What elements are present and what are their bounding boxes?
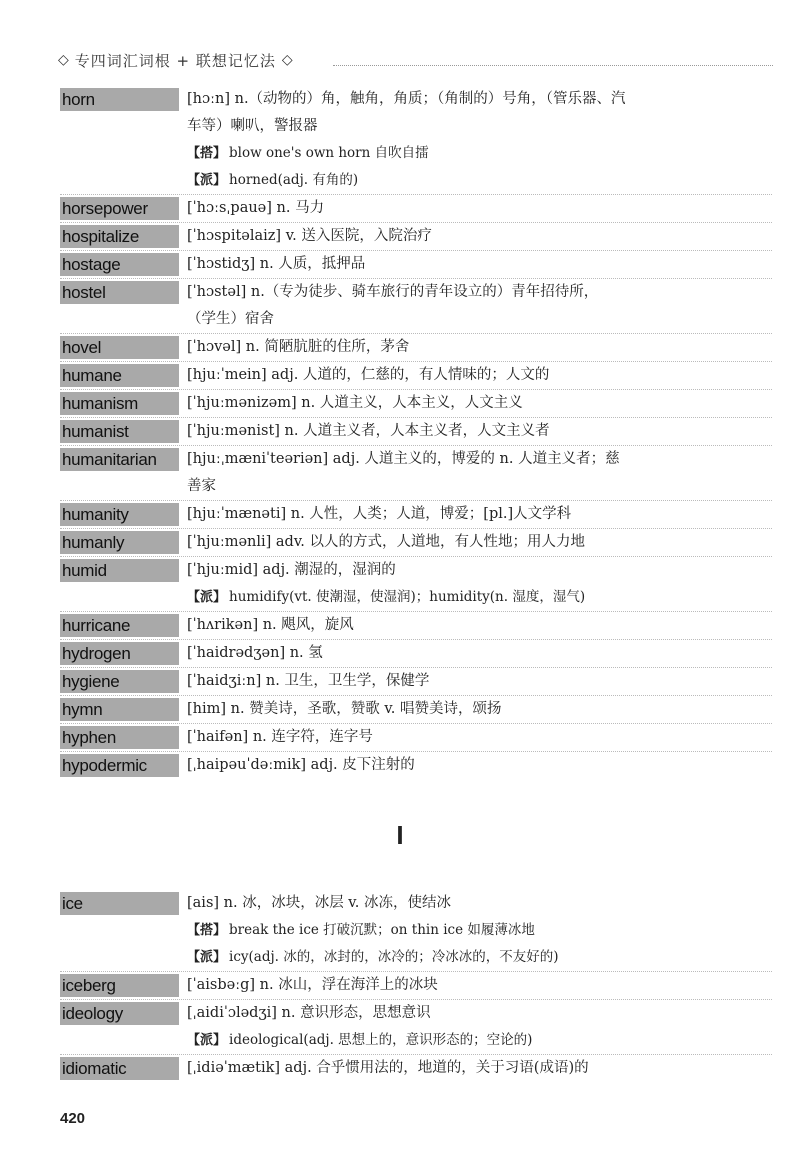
note-text: ideological(adj. 思想上的，意识形态的；空论的)	[229, 1032, 533, 1048]
sub-note	[187, 944, 772, 971]
dictionary-entry	[60, 695, 772, 723]
dictionary-entry	[60, 611, 772, 639]
headword: hospitalize	[60, 225, 179, 248]
definition	[179, 195, 772, 222]
page-header	[58, 46, 773, 74]
headword: horsepower	[60, 197, 179, 220]
dictionary-entry	[60, 667, 772, 695]
definition-line: （学生）宿舍	[187, 311, 274, 327]
definition-line: [him] n. 赞美诗，圣歌，赞歌 v. 唱赞美诗，颂扬	[187, 701, 502, 717]
headword: hyphen	[60, 726, 179, 749]
headword-cell	[60, 752, 179, 779]
headword: hypodermic	[60, 754, 179, 777]
dictionary-entry	[60, 556, 772, 611]
headword: humanly	[60, 531, 179, 554]
definition	[179, 223, 772, 250]
note-tag: 【派】	[187, 1033, 227, 1048]
headword: humanity	[60, 503, 179, 526]
definition	[179, 1000, 772, 1054]
dictionary-entry	[60, 751, 772, 779]
headword: humanitarian	[60, 448, 179, 471]
dictionary-entry	[60, 639, 772, 667]
diamond-arrows-icon: ◇	[58, 52, 69, 68]
definition-line: [ˈhaifən] n. 连字符，连字号	[187, 729, 373, 745]
headword: horn	[60, 88, 179, 111]
section-letter: I	[396, 820, 404, 850]
entries-h	[60, 86, 772, 779]
entries-i	[60, 890, 772, 1082]
definition-line: [ˈhjuːmənist] n. 人道主义者，人本主义者，人文主义者	[187, 423, 550, 439]
dictionary-entry	[60, 528, 772, 556]
definition	[179, 640, 772, 667]
headword-cell	[60, 640, 179, 667]
headword: iceberg	[60, 974, 179, 997]
dictionary-entry	[60, 250, 772, 278]
dictionary-entry	[60, 389, 772, 417]
definition	[179, 557, 772, 611]
note-tag: 【搭】	[187, 923, 227, 938]
note-text: break the ice 打破沉默；on thin ice 如履薄冰地	[229, 922, 535, 938]
dictionary-entry	[60, 278, 772, 333]
definition-line: [hɔːn] n.（动物的）角，触角，角质；（角制的）号角，（管乐器、汽	[187, 91, 626, 107]
headword-cell	[60, 418, 179, 445]
headword: hostage	[60, 253, 179, 276]
definition-line: [ˈhɔvəl] n. 简陋肮脏的住所，茅舍	[187, 339, 410, 355]
headword-cell	[60, 529, 179, 556]
definition	[179, 334, 772, 361]
note-text: humidify(vt. 使潮湿，使湿润)；humidity(n. 湿度，湿气)	[229, 589, 586, 605]
definition	[179, 390, 772, 417]
headword: humanism	[60, 392, 179, 415]
definition-line: [hjuːˈmænəti] n. 人性，人类；人道，博爱；[pl.]人文学科	[187, 506, 572, 522]
diamond-arrows-icon: ◇	[281, 52, 293, 68]
definition-line: [ˌaidiˈɔlədʒi] n. 意识形态，思想意识	[187, 1005, 431, 1021]
definition	[179, 529, 772, 556]
headword-cell	[60, 334, 179, 361]
headword-cell	[60, 612, 179, 639]
dictionary-entry	[60, 333, 772, 361]
headword-cell	[60, 557, 179, 611]
headword: ice	[60, 892, 179, 915]
headword: hydrogen	[60, 642, 179, 665]
sub-note	[187, 140, 772, 167]
sub-note	[187, 917, 772, 944]
definition	[179, 612, 772, 639]
note-tag: 【搭】	[187, 146, 227, 161]
note-text: horned(adj. 有角的)	[229, 172, 359, 188]
note-tag: 【派】	[187, 173, 227, 188]
headword-cell	[60, 668, 179, 695]
definition	[179, 86, 772, 194]
definition-line: [ˈhaidrədʒən] n. 氢	[187, 645, 323, 661]
sub-note	[187, 584, 772, 611]
definition-line: [ˈhɔstidʒ] n. 人质，抵押品	[187, 256, 366, 272]
headword-cell	[60, 251, 179, 278]
definition-line: [ais] n. 冰，冰块，冰层 v. 冰冻，使结冰	[187, 895, 452, 911]
definition-line: [ˌidiəˈmætik] adj. 合乎惯用法的，地道的，关于习语(成语)的	[187, 1060, 589, 1076]
headword-cell	[60, 1000, 179, 1054]
definition-line: [hjuːˌmæniˈteəriən] adj. 人道主义的，博爱的 n. 人道主义者；慈	[187, 451, 620, 467]
header-title: 专四词汇词根 + 联想记忆法	[74, 51, 276, 70]
headword: humanist	[60, 420, 179, 443]
definition	[179, 362, 772, 389]
dictionary-entry	[60, 445, 772, 500]
definition	[179, 752, 772, 779]
definition-line: [ˈhʌrikən] n. 飓风，旋风	[187, 617, 354, 633]
headword-cell	[60, 195, 179, 222]
headword: idiomatic	[60, 1057, 179, 1080]
definition-line: [ˈhɔspitəlaiz] v. 送入医院，入院治疗	[187, 228, 432, 244]
dictionary-entry	[60, 194, 772, 222]
definition	[179, 972, 772, 999]
definition-line: [ˈhjuːmənli] adv. 以人的方式，人道地，有人性地；用人力地	[187, 534, 586, 550]
sub-note	[187, 1027, 772, 1054]
dictionary-entry	[60, 500, 772, 528]
headword-cell	[60, 724, 179, 751]
header-rule	[333, 65, 773, 66]
dictionary-entry	[60, 999, 772, 1054]
headword-cell	[60, 696, 179, 723]
headword: hovel	[60, 336, 179, 359]
headword-cell	[60, 501, 179, 528]
dictionary-entry	[60, 222, 772, 250]
headword-cell	[60, 890, 179, 971]
dictionary-entry	[60, 890, 772, 971]
headword-cell	[60, 362, 179, 389]
page-number: 420	[60, 1110, 86, 1127]
dictionary-entry	[60, 361, 772, 389]
definition-line: [ˈhaidʒiːn] n. 卫生，卫生学，保健学	[187, 673, 430, 689]
headword: hostel	[60, 281, 179, 304]
note-tag: 【派】	[187, 950, 227, 965]
definition	[179, 668, 772, 695]
note-tag: 【派】	[187, 590, 227, 605]
definition-line: [ˌhaipəuˈdəːmik] adj. 皮下注射的	[187, 757, 415, 773]
headword: hymn	[60, 698, 179, 721]
headword: humane	[60, 364, 179, 387]
dictionary-entry	[60, 417, 772, 445]
definition-line: [ˈhɔːsˌpauə] n. 马力	[187, 200, 325, 216]
definition	[179, 501, 772, 528]
headword-cell	[60, 390, 179, 417]
headword-cell	[60, 86, 179, 194]
definition	[179, 724, 772, 751]
headword-cell	[60, 1055, 179, 1082]
definition	[179, 696, 772, 723]
definition-line: 车等）喇叭，警报器	[187, 118, 318, 134]
definition-line: [ˈhjuːmənizəm] n. 人道主义，人本主义，人文主义	[187, 395, 523, 411]
headword-cell	[60, 279, 179, 333]
headword-cell	[60, 972, 179, 999]
note-text: icy(adj. 冰的，冰封的，冰冷的；冷冰冰的，不友好的)	[229, 949, 559, 965]
definition	[179, 446, 772, 500]
definition-line: [ˈhjuːmid] adj. 潮湿的，湿润的	[187, 562, 396, 578]
dictionary-entry	[60, 1054, 772, 1082]
definition-line: [ˈhɔstəl] n.（专为徒步、骑车旅行的青年设立的）青年招待所，	[187, 284, 599, 300]
headword: humid	[60, 559, 179, 582]
dictionary-entry	[60, 971, 772, 999]
definition	[179, 890, 772, 971]
headword-cell	[60, 446, 179, 500]
definition-line: [ˈaisbəːg] n. 冰山，浮在海洋上的冰块	[187, 977, 438, 993]
note-text: blow one's own horn 自吹自擂	[229, 145, 429, 161]
headword: hurricane	[60, 614, 179, 637]
dictionary-entry	[60, 86, 772, 194]
definition-line: 善家	[187, 478, 216, 494]
headword-cell	[60, 223, 179, 250]
definition	[179, 251, 772, 278]
definition	[179, 1055, 772, 1082]
headword: hygiene	[60, 670, 179, 693]
headword: ideology	[60, 1002, 179, 1025]
definition	[179, 279, 772, 333]
sub-note	[187, 167, 772, 194]
definition	[179, 418, 772, 445]
dictionary-entry	[60, 723, 772, 751]
definition-line: [hjuːˈmein] adj. 人道的，仁慈的，有人情味的；人文的	[187, 367, 550, 383]
